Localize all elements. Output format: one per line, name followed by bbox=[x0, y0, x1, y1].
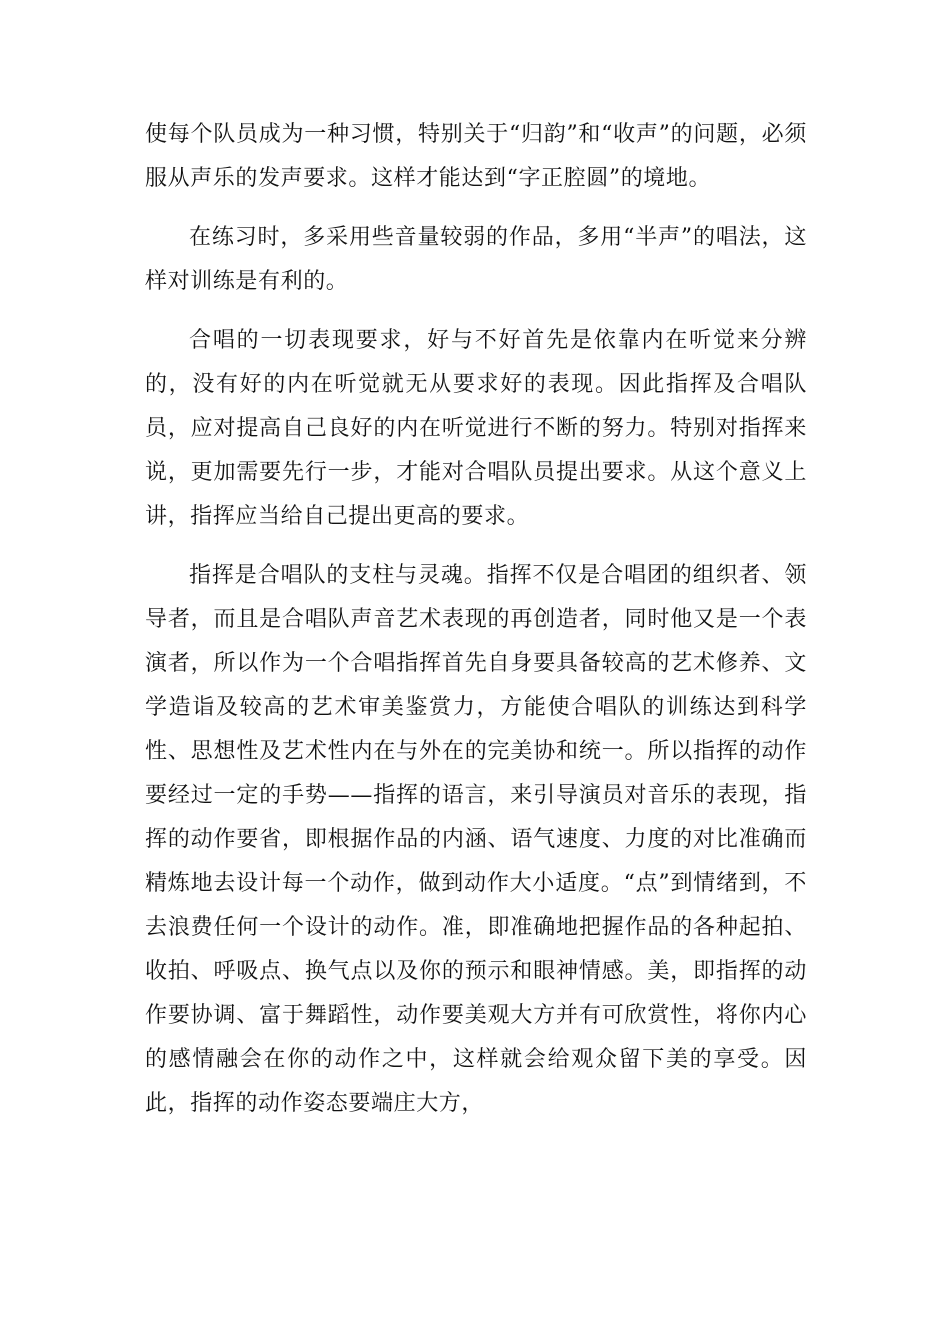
paragraph-3: 合唱的一切表现要求，好与不好首先是依靠内在听觉来分辨的，没有好的内在听觉就无从要求好的表现。因此指挥及合唱队员，应对提高自己良好的内在听觉进行不断的努力。特别对指挥来说，更加需要先行一步，才能对合唱队员提出要求。从这个意义上讲，指挥应当给自己提出更高的要求。 bbox=[145, 328, 807, 529]
paragraph-1: 使每个队员成为一种习惯，特别关于“归韵”和“收声”的问题，必须服从声乐的发声要求。这样才能达到“字正腔圆”的境地。 bbox=[145, 122, 807, 191]
paragraph-2: 在练习时，多采用些音量较弱的作品，多用“半声”的唱法，这样对训练是有利的。 bbox=[145, 225, 807, 294]
document-body bbox=[145, 113, 807, 1126]
paragraph-4: 指挥是合唱队的支柱与灵魂。指挥不仅是合唱团的组织者、领导者，而且是合唱队声音艺术表现的再创造者，同时他又是一个表演者，所以作为一个合唱指挥首先自身要具备较高的艺术修养、文学造诣及较高的艺术审美鉴赏力，方能使合唱队的训练达到科学性、思想性及艺术性内在与外在的完美协和统一。所以指挥的动作要经过一定的手势——指挥的语言，来引导演员对音乐的表现，指挥的动作要省，即根据作品的内涵、语气速度、力度的对比准确而精炼地去设计每一个动作，做到动作大小适度。“点”到情绪到，不去浪费任何一个设计的动作。准，即准确地把握作品的各种起拍、收拍、呼吸点、换气点以及你的预示和眼神情感。美，即指挥的动作要协调、富于舞蹈性，动作要美观大方并有可欣赏性，将你内心的感情融会在你的动作之中，这样就会给观众留下美的享受。因此，指挥的动作姿态要端庄大方， bbox=[145, 563, 807, 1116]
